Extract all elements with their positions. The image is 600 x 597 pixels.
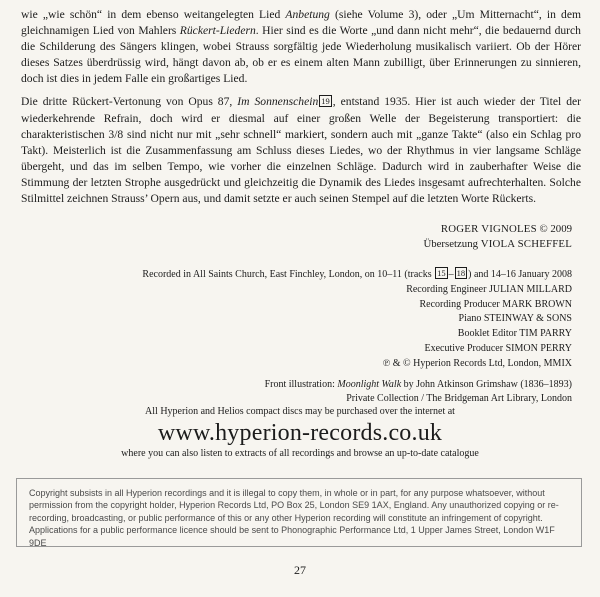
- credit-editor: Booklet Editor TIM PARRY: [457, 328, 572, 340]
- front-illustration: Front illustration: Moonlight Walk by John Atkinson Grimshaw (1836–1893): [264, 378, 572, 390]
- credit-piano: Piano STEINWAY & SONS: [458, 313, 572, 325]
- credit-executive-producer: Executive Producer SIMON PERRY: [424, 342, 572, 354]
- song-title-im-sonnenschein: Im Sonnenschein: [237, 95, 319, 109]
- time-signature: 3/8: [108, 127, 124, 141]
- article-body: [21, 7, 581, 207]
- credit-engineer: Recording Engineer JULIAN MILLARD: [406, 283, 572, 295]
- translator-name: VIOLA SCHEFFEL: [480, 238, 572, 250]
- work-title-rueckert-lieder: Rückert-Liedern: [179, 24, 256, 38]
- credit-rights: ℗ & © Hyperion Records Ltd, London, MMIX: [382, 357, 572, 369]
- paragraph-2: Die dritte Rückert-Vertonung von Opus 87, Im Sonnenschein 19 , entstand 1935. Hier ist auch wieder der Titel der wiederkehrende Refrain, doch wird er diesmal auf einer großen Welle der Begeisterung transportiert: die charakteristischen 3/8 sind nicht nur mit „sehr schnell“ markiert, sondern auch mit „ganze Takte“ (also ein Schlag pro Takt). Meisterlich ist die Zusammenfassung am Schluss dieses Liedes, wo der Rhythmus in vier langsame Schläge übergeht, und das im selben Tempo, wie vorher die einzelnen Schläge. Dadurch wird in zauberhafter Weise die Stimmung der letzten Strophe ausgedrückt und gleichzeitig die Dynamik des Liedes insgesamt aufrechterhalten. Solche Stilmittel zeichnen Strauss’ Opern aus, und damit setzte er auch seinen Stempel auf die letzten Worte Rückerts.: [21, 95, 582, 206]
- recording-credits: [72, 267, 572, 407]
- author-name: ROGER VIGNOLES: [440, 223, 537, 235]
- page-number: 27: [294, 563, 306, 577]
- illustration-source: Private Collection / The Bridgeman Art Library, London: [346, 393, 572, 405]
- copyright-notice-box: [16, 478, 582, 547]
- credit-producer: Recording Producer MARK BROWN: [419, 298, 572, 310]
- recording-location: Recorded in All Saints Church, East Finchley, London, on 10–11 (tracks 15 – 18 ) and 14–16 January 2008: [142, 268, 572, 280]
- song-title-anbetung: Anbetung: [285, 8, 330, 21]
- website-description: where you can also listen to extracts of all recordings and browse an up-to-date catalogue: [121, 448, 479, 459]
- hyperion-website-block: [0, 405, 600, 460]
- author-block: ROGER VIGNOLES © 2009 Übersetzung VIOLA SCHEFFEL: [423, 223, 572, 250]
- website-intro: All Hyperion and Helios compact discs may be purchased over the internet at: [145, 406, 455, 417]
- website-url[interactable]: www.hyperion-records.co.uk: [157, 420, 443, 446]
- track-number-badge: 19: [321, 96, 330, 107]
- copyright-notice: Copyright subsists in all Hyperion recordings and it is illegal to copy them, in whole or in part, for any purpose whatsoever, without permission from the copyright holder, Hyperion Records Ltd, PO Box 25, London SE9 1AX, England. Any unauthorized copying or re-recording, broadcasting, or public performance of this or any other Hyperion recording will constitute an infringement of copyright. Applications for a public performance licence should be sent to Phonographic Performance Ltd, 1 Upper James Street, London W1F 9DE: [29, 488, 559, 548]
- paragraph-1: wie „wie schön“ in dem ebenso weitangelegten Lied Anbetung (siehe Volume 3), oder „Um Mitternacht“, in dem gleichnamigen Lied von Mahlers Rückert-Liedern. Hier sind es die Worte „und dann nicht mehr“, die bedauernd durch die Schilderung des Sängers klingen, wobei Strauss sorgfältig jede Wiederholung musikalisch variiert. Ob der Hörer dieses Satzes überdrüssig wird, hängt davon ab, ob er es einem alten Mann zubilligt, über Erinnerungen zu sinnieren, doch ist dies in jedem Falle ein großartiges Lied.: [21, 8, 581, 86]
